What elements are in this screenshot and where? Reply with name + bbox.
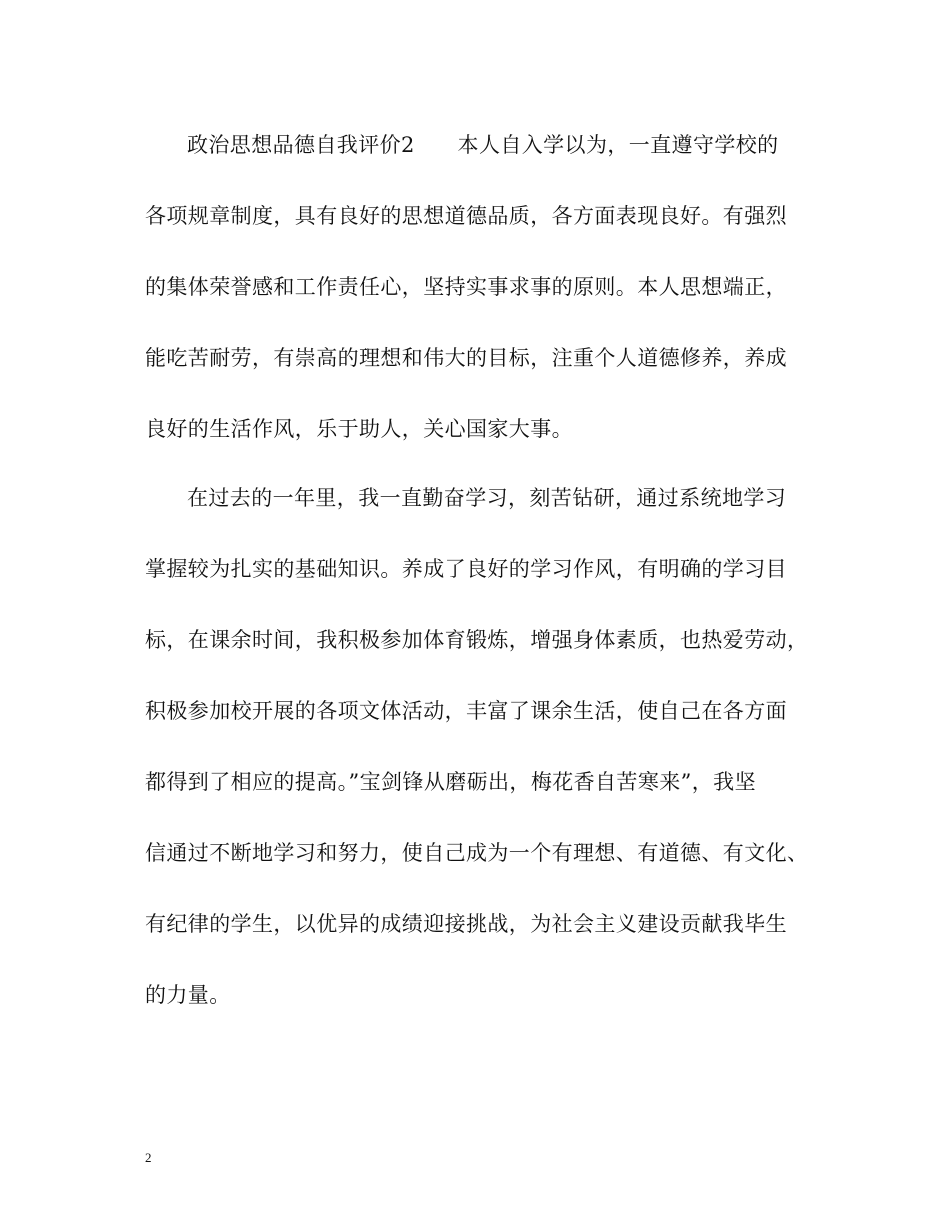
- paragraph-2-line-6: 信通过不断地学习和努力，使自己成为一个有理想、有道德、有文化、: [145, 841, 809, 865]
- paragraph-2-line-8: 的力量。: [145, 983, 231, 1007]
- page-number: 2: [145, 1150, 152, 1165]
- paragraph-1-line-3: 的集体荣誉感和工作责任心，坚持实事求事的原则。本人思想端正，: [145, 275, 787, 299]
- paragraph-2-line-1: 在过去的一年里，我一直勤奋学习，刻苦钻研，通过系统地学习: [187, 486, 787, 510]
- paragraph-1-line-2: 各项规章制度，具有良好的思想道德品质，各方面表现良好。有强烈: [145, 204, 787, 228]
- paragraph-1-line-1: 政治思想品德自我评价2 本人自入学以为，一直遵守学校的: [187, 133, 779, 157]
- paragraph-1-line-4: 能吃苦耐劳，有崇高的理想和伟大的目标，注重个人道德修养，养成: [145, 346, 787, 370]
- paragraph-2-line-4: 积极参加校开展的各项文体活动，丰富了课余生活，使自己在各方面: [145, 699, 787, 723]
- paragraph-2-line-5: 都得到了相应的提高。”宝剑锋从磨砺出，梅花香自苦寒来”，我坚: [145, 770, 756, 794]
- paragraph-1-line-5: 良好的生活作风，乐于助人，关心国家大事。: [145, 417, 573, 441]
- paragraph-2-line-3: 标，在课余时间，我积极参加体育锻炼，增强身体素质，也热爱劳动，: [145, 628, 809, 652]
- paragraph-2-line-2: 掌握较为扎实的基础知识。养成了良好的学习作风，有明确的学习目: [145, 557, 787, 581]
- paragraph-2-line-7: 有纪律的学生，以优异的成绩迎接挑战，为社会主义建设贡献我毕生: [145, 912, 787, 936]
